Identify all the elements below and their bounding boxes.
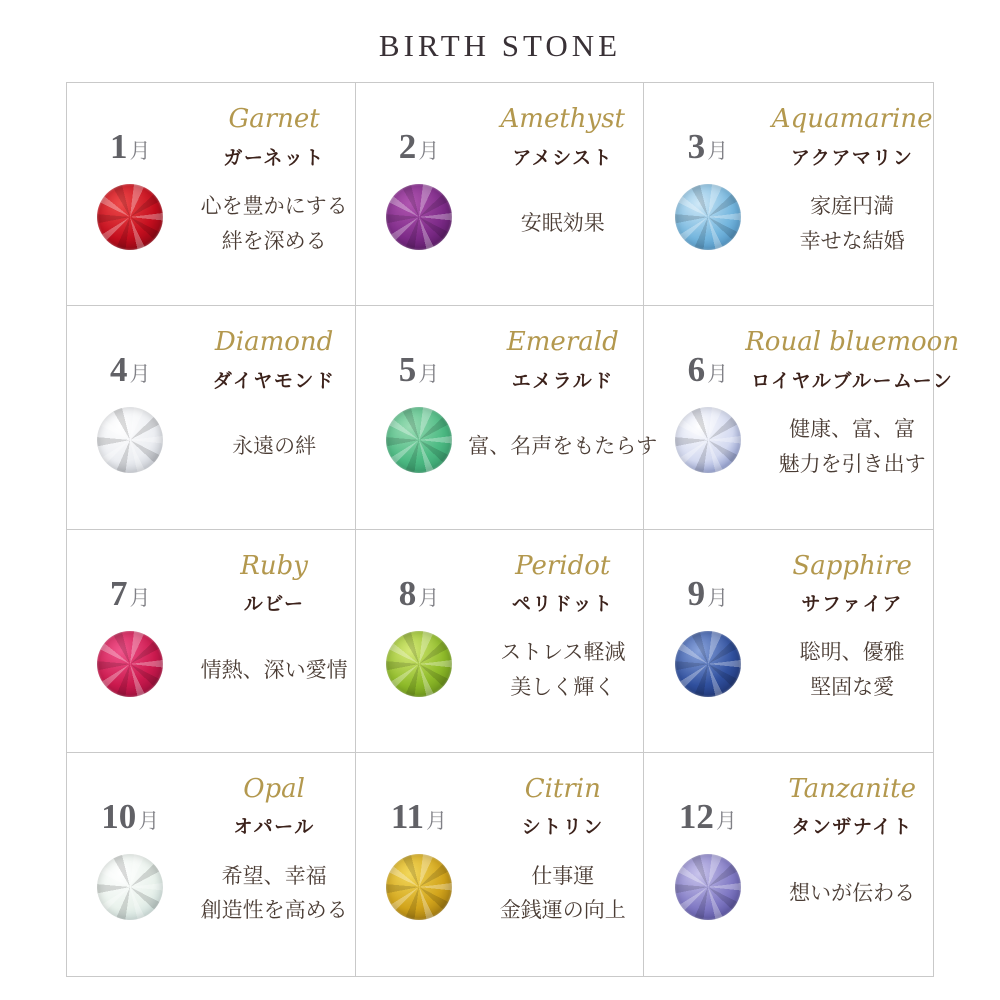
month-number: 7 [110,573,128,613]
gem-meaning [232,397,316,497]
gem-name-japanese: ルビー [243,594,305,615]
cell-left [644,83,771,305]
cell-left [67,306,194,528]
month-label [399,574,440,614]
cell-april [67,306,356,529]
month-kanji: 月 [418,139,440,163]
month-number: 10 [101,796,137,836]
meaning-line: 永遠の絆 [232,434,317,459]
month-kanji: 月 [715,808,737,833]
meaning-line: 幸せな結婚 [799,228,905,253]
gem-name-japanese: シトリン [521,817,604,839]
gem-name-english: Roual bluemoon [745,327,960,358]
gem-name-japanese: ダイヤモンド [212,370,336,392]
gem-meaning [800,620,905,720]
meaning-line: 仕事運 [531,863,595,888]
cell-left [644,530,771,752]
meaning-line: 聡明、優雅 [799,640,905,665]
cell-right [771,530,933,752]
meaning-line: 希望、幸福 [221,863,327,888]
gem-meaning [500,620,625,720]
gem-name-japanese: オパール [233,817,315,839]
gem-meaning [201,620,348,720]
gem-meaning [800,174,905,274]
month-kanji: 月 [707,139,729,163]
month-label [391,797,447,837]
gem-meaning [789,843,915,943]
meaning-line: 心を豊かにする [200,193,348,218]
month-number: 8 [398,573,417,613]
gem-name-english: Sapphire [792,550,912,581]
month-label [688,574,729,614]
month-kanji: 月 [707,585,729,610]
cell-right [482,530,643,752]
month-label [101,797,159,837]
month-number: 12 [678,796,714,836]
cell-june [644,306,960,529]
month-number: 1 [110,127,128,166]
sapphire-icon [675,631,741,697]
gem-name-english: Amethyst [500,104,626,134]
cell-right [468,306,658,528]
cell-right [771,753,933,976]
gem-meaning [468,397,657,497]
meaning-line: 堅固な愛 [810,675,895,699]
cell-left [67,83,194,305]
gem-name-english: Aquamarine [771,104,933,134]
gem-name-english: Citrin [524,773,601,804]
gem-name-japanese: アメシスト [512,147,614,169]
opal-icon [97,854,163,920]
ruby-icon [97,631,163,697]
amethyst-icon [386,184,452,250]
gem-meaning [521,174,605,274]
cell-september [644,530,933,753]
gem-name-english: Tanzanite [788,773,916,804]
bluemoon-icon [675,407,741,473]
month-label [679,797,737,837]
gem-name-english: Garnet [228,104,320,134]
cell-march [644,83,933,306]
cell-left [356,530,483,752]
cell-left [356,306,483,528]
cell-left [356,83,483,305]
diamond-icon [97,407,163,473]
meaning-line: 健康、富、富 [789,417,916,442]
cell-left [67,530,194,752]
meaning-line: 情熱、深い愛情 [200,657,348,682]
gem-name-english: Peridot [515,550,611,581]
month-kanji: 月 [129,139,151,163]
month-kanji: 月 [138,808,160,833]
meaning-line: 絆を深める [221,228,327,253]
gem-name-english: Opal [243,773,305,804]
cell-right [194,753,355,976]
month-label [688,127,729,167]
gem-name-japanese: サファイア [801,594,903,615]
birthstone-grid [66,82,960,977]
month-label [110,574,151,614]
cell-left [356,753,483,976]
peridot-icon [386,631,452,697]
month-label [688,350,729,390]
cell-november [356,753,645,976]
cell-left [67,753,194,976]
month-number: 4 [110,350,128,390]
cell-december [644,753,933,976]
gem-name-japanese: タンザナイト [791,817,913,839]
month-label [399,127,440,167]
gem-name-japanese: ロイヤルブルームーン [751,370,954,392]
month-number: 5 [398,350,417,390]
month-kanji: 月 [425,808,447,833]
month-label [110,350,151,390]
cell-august [356,530,645,753]
meaning-line: 想いが伝わる [789,880,916,905]
garnet-icon [97,184,163,250]
gem-name-english: Emerald [506,327,619,358]
meaning-line: 美しく輝く [510,675,616,699]
meaning-line: 家庭円満 [810,193,895,218]
meaning-line: ストレス軽減 [500,640,626,665]
meaning-line: 安眠効果 [520,211,605,236]
gem-name-japanese: エメラルド [511,370,614,392]
month-label [110,127,151,167]
tanzanite-icon [675,854,741,920]
gem-name-japanese: ガーネット [223,147,325,169]
cell-february [356,83,645,306]
month-kanji: 月 [707,362,729,387]
month-number: 2 [398,127,417,166]
month-number: 11 [390,796,424,836]
gem-meaning [500,843,626,943]
month-kanji: 月 [129,585,151,610]
month-number: 9 [687,573,706,613]
month-number: 3 [687,127,706,166]
cell-july [67,530,356,753]
citrin-icon [386,854,452,920]
cell-right [194,306,355,528]
cell-right [194,530,355,752]
aquamarine-icon [675,184,741,250]
gem-name-english: Ruby [240,550,308,581]
cell-may [356,306,658,529]
month-kanji: 月 [129,362,151,387]
month-number: 6 [687,350,706,390]
gem-name-japanese: ペリドット [511,594,614,615]
gem-name-japanese: アクアマリン [790,147,914,169]
cell-right [482,83,643,305]
gem-meaning [201,174,348,274]
gem-meaning [201,843,348,943]
meaning-line: 金銭運の向上 [499,898,626,923]
cell-january [67,83,356,306]
cell-right [771,83,933,305]
cell-right [745,306,960,528]
gem-meaning [779,397,926,497]
meaning-line: 魅力を引き出す [778,451,926,476]
gem-name-english: Diamond [214,327,334,358]
meaning-line: 富、名声をもたらす [468,434,658,459]
month-kanji: 月 [418,585,440,610]
month-kanji: 月 [418,362,440,387]
emerald-icon [386,407,452,473]
meaning-line: 創造性を高める [200,898,348,923]
month-label [399,350,440,390]
cell-left [644,753,771,976]
cell-right [194,83,355,305]
cell-right [482,753,643,976]
page-title: BIRTH STONE [378,28,622,63]
cell-october [67,753,356,976]
